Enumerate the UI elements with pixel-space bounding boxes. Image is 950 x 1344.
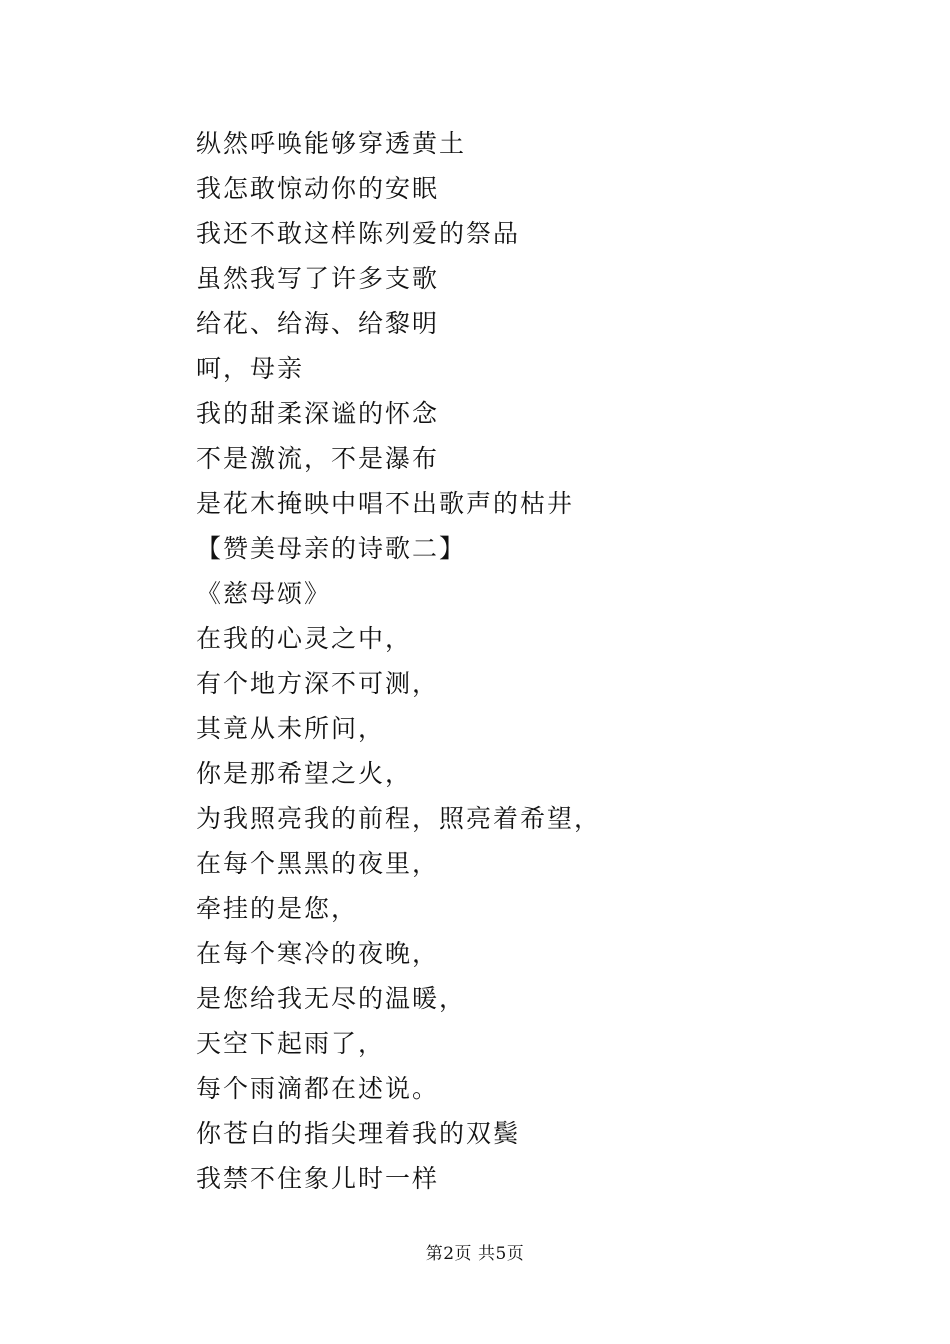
text-line: 有个地方深不可测， — [196, 669, 440, 698]
text-line: 是花木掩映中唱不出歌声的枯井 — [196, 489, 575, 518]
poem-title: 《慈母颂》 — [196, 579, 332, 608]
text-line: 在每个黑黑的夜里， — [196, 849, 440, 878]
text-line: 给花、给海、给黎明 — [196, 309, 440, 338]
text-line: 你苍白的指尖理着我的双鬓 — [196, 1119, 521, 1148]
text-line: 牵挂的是您， — [196, 894, 359, 923]
text-line: 每个雨滴都在述说。 — [196, 1074, 440, 1103]
section-heading: 【赞美母亲的诗歌二】 — [196, 534, 467, 563]
text-line: 是您给我无尽的温暖， — [196, 984, 467, 1013]
text-line: 我的甜柔深谧的怀念 — [196, 399, 440, 428]
text-line: 我还不敢这样陈列爱的祭品 — [196, 219, 521, 248]
text-line: 天空下起雨了， — [196, 1029, 386, 1058]
text-line: 虽然我写了许多支歌 — [196, 264, 440, 293]
text-line: 纵然呼唤能够穿透黄土 — [196, 129, 467, 158]
text-line: 为我照亮我的前程，照亮着希望， — [196, 804, 602, 833]
page-number: 第2页 共5页 — [425, 1244, 525, 1264]
text-line: 我禁不住象儿时一样 — [196, 1164, 440, 1193]
text-line: 我怎敢惊动你的安眠 — [196, 174, 440, 203]
text-line: 在每个寒冷的夜晚， — [196, 939, 440, 968]
text-line: 你是那希望之火， — [196, 759, 413, 788]
text-line: 其竟从未所问， — [196, 714, 386, 743]
poem-text — [196, 121, 896, 1201]
text-line: 在我的心灵之中， — [196, 624, 413, 653]
text-line: 不是激流，不是瀑布 — [196, 444, 440, 473]
text-line: 呵，母亲 — [196, 354, 305, 383]
